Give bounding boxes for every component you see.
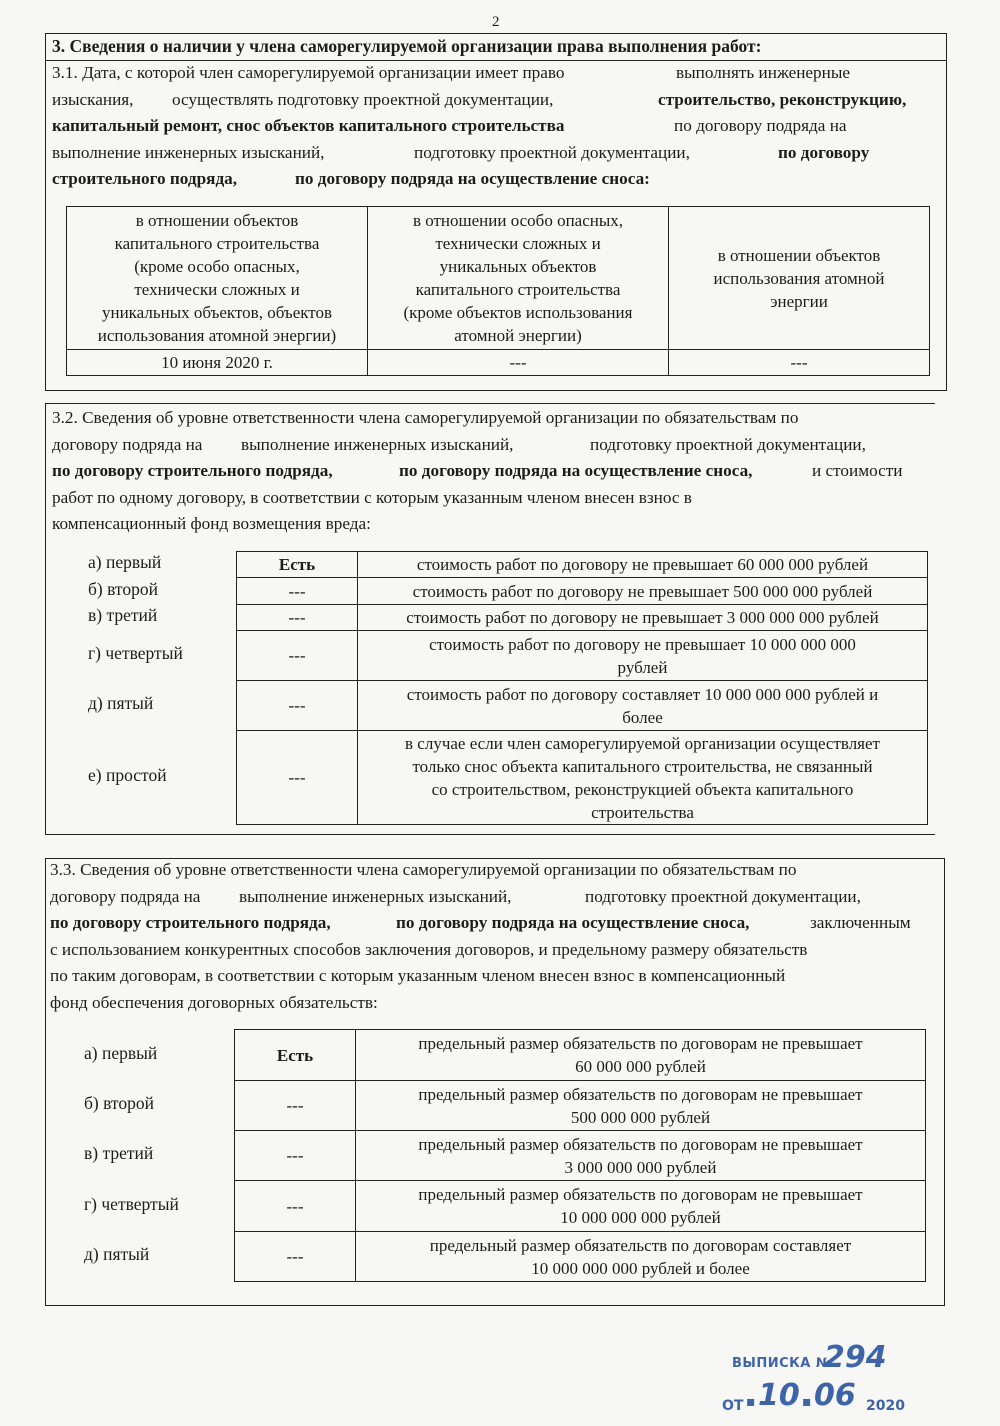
s32-row — [237, 605, 928, 631]
s31-line4b: подготовку проектной документации, — [414, 142, 690, 162]
s33-level-label: д) пятый — [84, 1244, 150, 1264]
section-3-2-text — [52, 405, 932, 538]
s31-line3a: капитальный ремонт, снос объектов капитального строительства — [52, 116, 565, 135]
s32-description — [358, 605, 928, 631]
s33-level-label: в) третий — [84, 1143, 154, 1163]
s31-line5a: строительного подряда, — [52, 169, 238, 188]
section-3-3-text — [50, 857, 940, 1016]
s32-row — [237, 681, 928, 731]
s33-row — [235, 1030, 926, 1081]
s32-mark: --- — [237, 605, 358, 631]
s33-row — [235, 1232, 926, 1282]
s33-mark: --- — [235, 1232, 356, 1282]
s31-line4c: по договору — [778, 142, 870, 162]
s33-description — [356, 1181, 926, 1232]
stamp-handwritten-number: 294 — [824, 1340, 887, 1375]
s31-line5b: по договору подряда на осуществление сноса: — [295, 169, 650, 188]
s33-line3a: по договору строительного подряда, — [50, 913, 331, 932]
s32-level-label: г) четвертый — [88, 643, 183, 663]
s31-line3b: по договору подряда на — [674, 116, 847, 135]
s33-description — [356, 1030, 926, 1081]
s33-mark: --- — [235, 1131, 356, 1181]
s32-row — [237, 578, 928, 605]
s32-description — [358, 578, 928, 605]
s32-line3c: и стоимости — [812, 461, 903, 480]
s31-value-general: 10 июня 2020 г. — [67, 350, 368, 376]
stamp-year: 2020 — [866, 1398, 905, 1414]
s32-mark: --- — [237, 631, 358, 681]
s32-line2b: выполнение инженерных изысканий, — [241, 434, 514, 454]
s32-description-line: стоимость работ по договору не превышает 500 000 000 рублей — [412, 581, 873, 601]
s32-description-line: стоимость работ по договору составляет 10 000 000 000 рублей и — [406, 684, 879, 704]
s32-description-line: стоимость работ по договору не превышает 3 000 000 000 рублей — [406, 608, 879, 627]
s33-line4: с использованием конкурентных способов заключения договоров, и предельному размеру обязательств — [50, 939, 808, 959]
s33-row — [235, 1081, 926, 1131]
s32-level-label: в) третий — [88, 605, 158, 625]
s32-mark: --- — [237, 578, 358, 605]
s33-line6: фонд обеспечения договорных обязательств: — [50, 992, 378, 1012]
s32-description — [358, 631, 928, 681]
s33-description-line: 500 000 000 рублей — [570, 1107, 711, 1127]
s32-mark: --- — [237, 681, 358, 731]
s32-description-line: в случае если член саморегулируемой организации осуществляет — [405, 733, 880, 753]
s32-line5: компенсационный фонд возмещения вреда: — [52, 514, 371, 533]
s33-description-line: предельный размер обязательств по договорам не превышает — [418, 1034, 863, 1053]
s32-description — [358, 681, 928, 731]
section-3-2-top-rule — [45, 403, 935, 404]
s32-description-line: со строительством, реконструкцией объекта капитального — [431, 779, 854, 799]
s32-description-line: стоимость работ по договору не превышает 10 000 000 000 — [429, 634, 856, 654]
s32-description-line: стоимость работ по договору не превышает 60 000 000 рублей — [416, 555, 869, 574]
s32-mark: --- — [237, 731, 358, 825]
s32-level-label: а) первый — [88, 552, 162, 572]
s33-level-label: г) четвертый — [84, 1193, 179, 1214]
s32-description-line: рублей — [617, 657, 668, 677]
s33-level-table — [234, 1029, 926, 1282]
s31-line2a: изыскания, — [52, 89, 134, 109]
s32-line4: работ по одному договору, в соответствии с которым указанным членом внесен взнос в — [52, 487, 692, 507]
s32-level-label: б) второй — [88, 578, 158, 599]
section-3-1-text — [52, 60, 947, 193]
s33-description-line: предельный размер обязательств по договорам составляет — [429, 1235, 852, 1255]
s33-description-line: 10 000 000 000 рублей — [560, 1208, 721, 1227]
s33-level-label: а) первый — [84, 1042, 158, 1063]
s31-header-hazardous: в отношении особо опасных, технически сложных и уникальных объектов капитального строительства (кроме объектов использования атомной энергии) — [368, 207, 669, 350]
s31-line1b: выполнять инженерные — [676, 63, 851, 82]
extract-stamp — [722, 1340, 932, 1420]
s33-line2a: договору подряда на — [50, 886, 201, 906]
s32-line2a: договору подряда на — [52, 434, 203, 454]
s33-description — [356, 1131, 926, 1181]
s33-description-line: 3 000 000 000 рублей — [564, 1157, 717, 1177]
s32-description — [358, 552, 928, 578]
s32-line3a: по договору строительного подряда, — [52, 461, 333, 480]
s33-line2c: подготовку проектной документации, — [585, 886, 861, 906]
s31-line2c: строительство, реконструкцию, — [658, 89, 907, 109]
s33-description-line: 10 000 000 000 рублей и более — [531, 1258, 750, 1278]
s33-description-line: предельный размер обязательств по договорам не превышает — [418, 1185, 863, 1204]
s32-line2c: подготовку проектной документации, — [590, 434, 866, 454]
s33-line5: по таким договорам, в соответствии с которым указанным членом внесен взнос в компенсационный — [50, 966, 786, 985]
s31-line1a: 3.1. Дата, с которой член саморегулируемой организации имеет право — [52, 63, 565, 82]
stamp-label-from: ОТ — [722, 1398, 744, 1414]
s33-description-line: 60 000 000 рублей — [575, 1057, 706, 1076]
s32-description-line: только снос объекта капитального строительства, не связанный — [412, 756, 873, 776]
s33-description — [356, 1081, 926, 1131]
s33-line3b: по договору подряда на осуществление сноса, — [396, 913, 750, 932]
s32-level-table — [236, 551, 928, 825]
s33-mark: Есть — [235, 1030, 356, 1081]
s32-description-line: строительства — [591, 802, 694, 822]
s33-line2b: выполнение инженерных изысканий, — [239, 886, 512, 906]
s32-level-label: д) пятый — [88, 693, 154, 713]
s31-date-table — [66, 206, 930, 376]
s31-line4a: выполнение инженерных изысканий, — [52, 142, 325, 162]
s32-mark: Есть — [237, 552, 358, 578]
stamp-label-extract: ВЫПИСКА № — [732, 1356, 833, 1371]
section-heading-frame — [45, 33, 947, 61]
s33-description-line: предельный размер обязательств по договорам не превышает — [418, 1084, 863, 1104]
s31-value-atomic: --- — [669, 350, 930, 376]
s31-header-atomic: в отношении объектов использования атомной энергии — [669, 207, 930, 350]
s31-line2b: осуществлять подготовку проектной документации, — [172, 89, 554, 109]
stamp-handwritten-month: 06 — [814, 1378, 856, 1413]
s33-description-line: предельный размер обязательств по договорам не превышает — [418, 1134, 863, 1154]
stamp-dot-2: ▪ — [802, 1394, 812, 1410]
s32-row — [237, 631, 928, 681]
s33-level-label: б) второй — [84, 1093, 154, 1113]
s33-row — [235, 1131, 926, 1181]
stamp-dot-1: ▪ — [746, 1394, 756, 1410]
s33-description — [356, 1232, 926, 1282]
s32-description — [358, 731, 928, 825]
stamp-handwritten-day: 10 — [758, 1378, 800, 1413]
s31-header-general: в отношении объектов капитального строительства (кроме особо опасных, технически сложных и уникальных объектов, объектов использования атомной энергии) — [67, 207, 368, 350]
s31-value-hazardous: --- — [368, 350, 669, 376]
s32-level-label: е) простой — [88, 765, 167, 785]
s32-description-line: более — [622, 707, 663, 727]
s33-row — [235, 1181, 926, 1232]
s33-line3c: заключенным — [810, 913, 911, 932]
s33-mark: --- — [235, 1081, 356, 1131]
s32-row — [237, 552, 928, 578]
s32-row — [237, 731, 928, 825]
s32-line3b: по договору подряда на осуществление сноса, — [399, 461, 753, 480]
s33-line1: 3.3. Сведения об уровне ответственности члена саморегулируемой организации по обязательствам по — [50, 860, 797, 879]
page-number: 2 — [492, 14, 500, 30]
s32-line1: 3.2. Сведения об уровне ответственности члена саморегулируемой организации по обязательствам по — [52, 408, 799, 427]
section-heading: 3. Сведения о наличии у члена саморегулируемой организации права выполнения работ: — [52, 36, 762, 56]
s33-mark: --- — [235, 1181, 356, 1232]
